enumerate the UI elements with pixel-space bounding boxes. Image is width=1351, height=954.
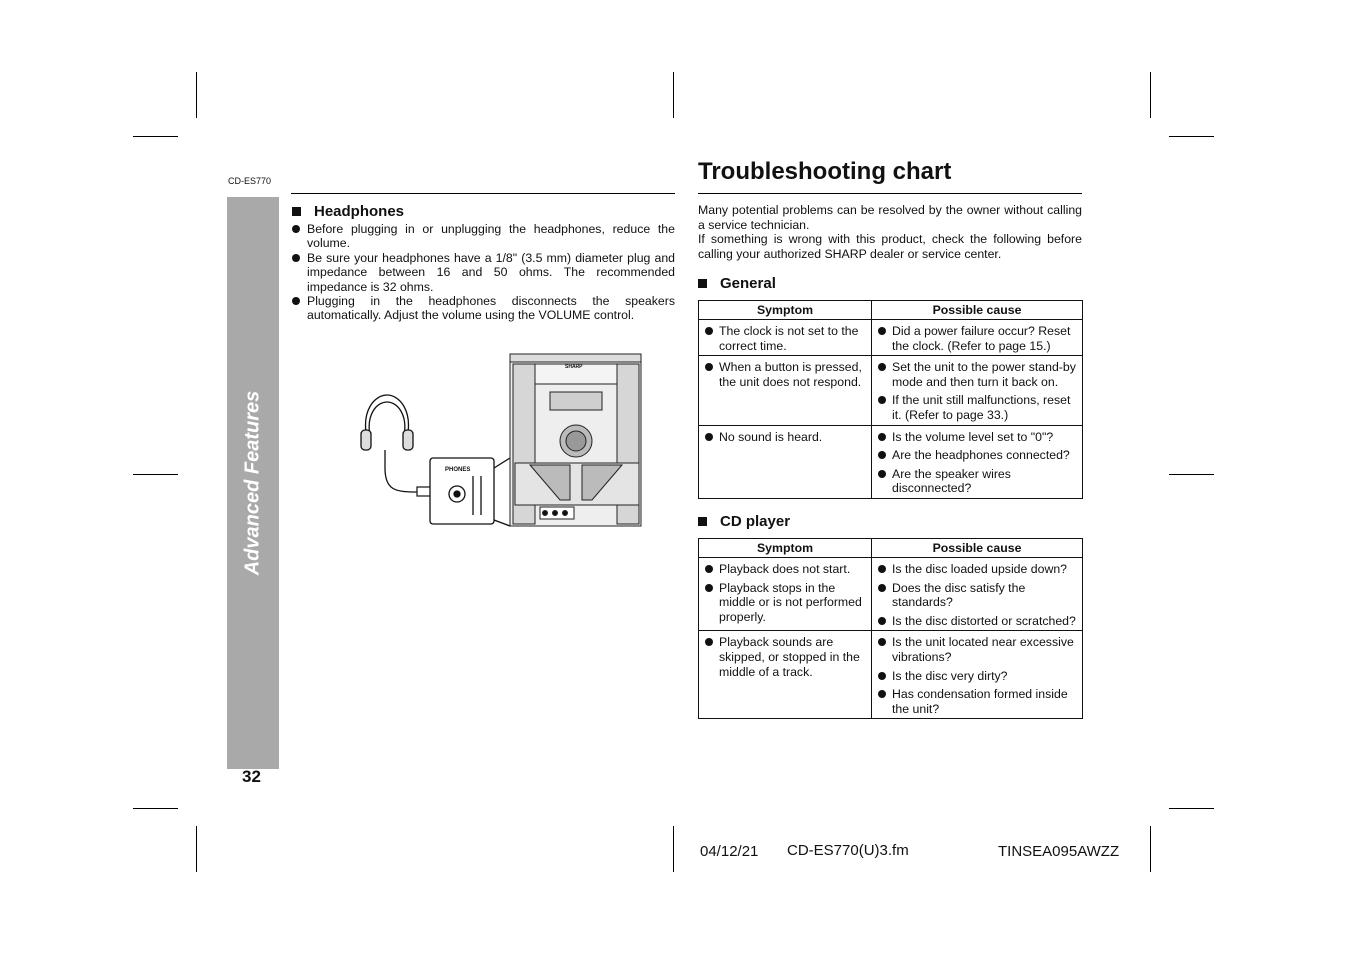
symptom-item: Playback does not start.: [703, 562, 867, 577]
crop-mark: [1169, 136, 1214, 137]
bullet-icon: [878, 470, 886, 478]
crop-mark: [196, 826, 197, 872]
cause-cell: [872, 356, 1083, 425]
cause-item: Does the disc satisfy the standards?: [876, 581, 1078, 610]
bullet-icon: [878, 327, 886, 335]
headphones-heading-text: Headphones: [314, 203, 405, 220]
cause-cell: [872, 425, 1083, 498]
model-code: CD-ES770: [228, 176, 272, 186]
cause-cell: [872, 320, 1083, 356]
page-title: Troubleshooting chart: [698, 158, 952, 185]
bullet-icon: [292, 297, 300, 305]
crop-mark: [133, 474, 178, 475]
bullet-icon: [292, 254, 300, 262]
footer-code: TINSEA095AWZZ: [998, 843, 1120, 860]
symptom-item: Playback stops in the middle or is not performed properly.: [703, 581, 867, 625]
table-row: [699, 631, 1083, 719]
bullet-icon: [705, 327, 713, 335]
symptom-item: The clock is not set to the correct time.: [703, 324, 867, 353]
crop-mark: [1169, 474, 1214, 475]
general-heading: [698, 275, 776, 292]
symptom-header: Symptom: [699, 301, 872, 320]
bullet-icon: [705, 433, 713, 441]
page-number: 32: [242, 767, 261, 786]
section-label: Advanced Features: [241, 390, 264, 576]
symptom-item: No sound is heard.: [703, 430, 867, 445]
bullet-icon: [878, 396, 886, 404]
list-item: Be sure your headphones have a 1/8" (3.5 mm) diameter plug and impedance between 16 and 50 ohms. The recommended impedance is 32 ohms.: [291, 251, 675, 294]
cause-item: Is the disc loaded upside down?: [876, 562, 1078, 577]
symptom-item: Playback sounds are skipped, or stopped in the middle of a track.: [703, 635, 867, 679]
cause-item: Is the unit located near excessive vibrations?: [876, 635, 1078, 664]
cd-player-heading-text: CD player: [720, 513, 791, 530]
brand-label: SHARP: [565, 364, 583, 370]
stereo-unit-icon: [510, 354, 641, 526]
bullet-icon: [705, 565, 713, 573]
table-row: [699, 356, 1083, 425]
bullet-icon: [878, 584, 886, 592]
bullet-icon: [878, 690, 886, 698]
cause-item: If the unit still malfunctions, reset it. (Refer to page 33.): [876, 393, 1078, 422]
symptom-cell: [699, 631, 872, 719]
bullet-icon: [878, 617, 886, 625]
bullet-icon: [878, 672, 886, 680]
left-column-rule: [291, 193, 675, 194]
list-item: Before plugging in or unplugging the headphones, reduce the volume.: [291, 222, 675, 251]
symptom-cell: [699, 425, 872, 498]
cause-item: Is the disc very dirty?: [876, 669, 1078, 684]
symptom-item: When a button is pressed, the unit does not respond.: [703, 360, 867, 389]
table-row: [699, 558, 1083, 631]
crop-mark: [133, 808, 178, 809]
square-bullet-icon: [698, 279, 707, 288]
crop-mark: [1169, 808, 1214, 809]
symptom-cell: [699, 320, 872, 356]
crop-mark: [673, 72, 674, 118]
bullet-icon: [878, 638, 886, 646]
headphones-list: [291, 222, 675, 323]
cause-item: Set the unit to the power stand-by mode and then turn it back on.: [876, 360, 1078, 389]
cause-item: Is the volume level set to "0"?: [876, 430, 1078, 445]
crop-mark: [1150, 72, 1151, 118]
cause-header: Possible cause: [872, 539, 1083, 558]
cause-item: Has condensation formed inside the unit?: [876, 687, 1078, 716]
cause-header: Possible cause: [872, 301, 1083, 320]
table-row: [699, 425, 1083, 498]
bullet-icon: [878, 363, 886, 371]
symptom-cell: [699, 558, 872, 631]
table-header-row: [699, 539, 1083, 558]
cause-item: Are the speaker wires disconnected?: [876, 467, 1078, 496]
square-bullet-icon: [292, 207, 301, 216]
intro-paragraph: If something is wrong with this product, check the following before calling your authorized SHARP dealer or service center.: [698, 232, 1082, 261]
cd-player-table: [698, 538, 1083, 719]
table-header-row: [699, 301, 1083, 320]
cause-item: Are the headphones connected?: [876, 448, 1078, 463]
crop-mark: [673, 826, 674, 872]
section-side-tab: [227, 197, 279, 769]
bullet-icon: [878, 565, 886, 573]
crop-mark: [133, 136, 178, 137]
crop-mark: [1150, 826, 1151, 872]
general-table: [698, 300, 1083, 499]
symptom-header: Symptom: [699, 539, 872, 558]
intro-text: [698, 203, 1082, 261]
bullet-icon: [705, 638, 713, 646]
footer-date: 04/12/21: [700, 843, 759, 860]
cause-cell: [872, 631, 1083, 719]
bullet-icon: [878, 433, 886, 441]
crop-mark: [196, 72, 197, 118]
cause-item: Is the disc distorted or scratched?: [876, 614, 1078, 629]
cause-cell: [872, 558, 1083, 631]
general-heading-text: General: [720, 275, 776, 292]
intro-paragraph: Many potential problems can be resolved by the owner without calling a service technician.: [698, 203, 1082, 232]
bullet-icon: [292, 225, 300, 233]
cause-item: Did a power failure occur? Reset the clock. (Refer to page 15.): [876, 324, 1078, 353]
headphones-connection-illustration: [355, 350, 645, 530]
title-rule: [698, 193, 1082, 194]
headphones-heading: [292, 203, 404, 220]
bullet-icon: [705, 363, 713, 371]
bullet-icon: [878, 451, 886, 459]
cd-player-heading: [698, 513, 790, 530]
footer-filename: CD-ES770(U)3.fm: [787, 842, 909, 859]
bullet-icon: [705, 584, 713, 592]
square-bullet-icon: [698, 517, 707, 526]
symptom-cell: [699, 356, 872, 425]
list-item: Plugging in the headphones disconnects the speakers automatically. Adjust the volume using the VOLUME control.: [291, 294, 675, 323]
table-row: [699, 320, 1083, 356]
phones-label: PHONES: [445, 467, 471, 473]
